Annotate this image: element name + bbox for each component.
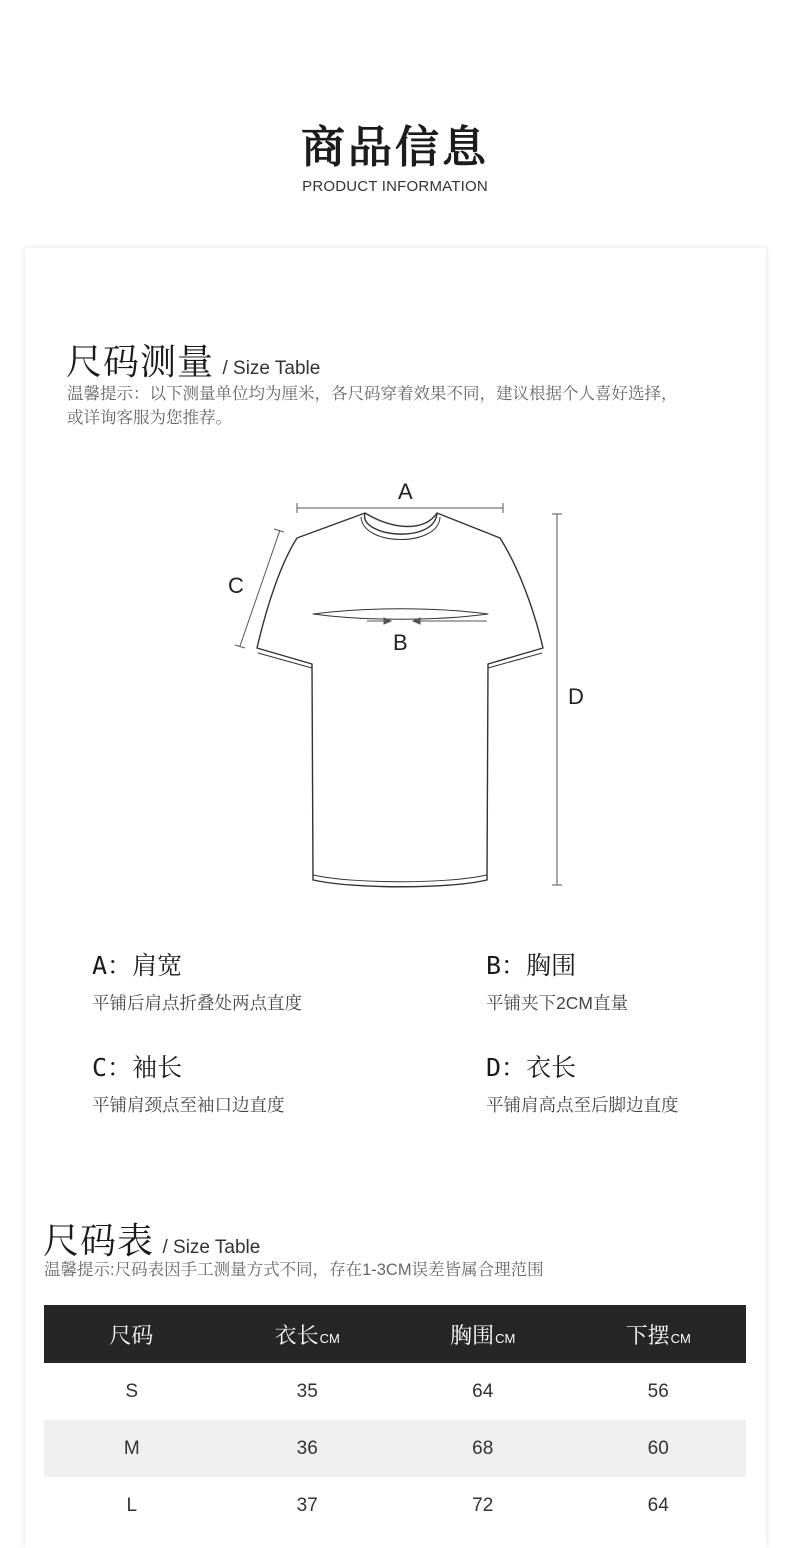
spec-key: B： xyxy=(486,951,527,980)
table-cell: 64 xyxy=(647,1494,669,1516)
table-row xyxy=(44,1420,746,1477)
measure-note xyxy=(67,382,678,430)
spec-chest xyxy=(486,946,628,1015)
table-cell: 60 xyxy=(571,1420,747,1477)
measure-note-line2: 或详询客服为您推荐。 xyxy=(67,409,232,427)
spec-label: 胸围 xyxy=(526,951,577,980)
table-cell: 72 xyxy=(472,1494,494,1516)
table-cell: 37 xyxy=(296,1494,318,1516)
size-table-header-row xyxy=(44,1305,746,1363)
page-title: 商品信息 xyxy=(301,123,489,172)
table-cell: 35 xyxy=(296,1380,318,1402)
tshirt-collar xyxy=(365,513,437,534)
spec-desc: 平铺肩颈点至袖口边直度 xyxy=(92,1095,285,1115)
size-table-title-cn: 尺码表 xyxy=(43,1220,155,1261)
label-d: D xyxy=(568,684,584,709)
table-row xyxy=(44,1363,746,1420)
size-table-title xyxy=(43,1213,260,1264)
table-cell: M xyxy=(44,1420,220,1477)
spec-label: 肩宽 xyxy=(132,951,183,980)
measure-section-title xyxy=(66,334,320,385)
spec-sleeve xyxy=(92,1048,285,1117)
table-cell: L xyxy=(126,1494,138,1516)
size-table-title-en: / Size Table xyxy=(162,1237,261,1258)
measure-title-en: / Size Table xyxy=(222,358,321,379)
spec-shoulder xyxy=(92,946,302,1015)
table-cell: 68 xyxy=(395,1420,571,1477)
col-hem: 下摆CM xyxy=(571,1305,747,1363)
spec-label: 衣长 xyxy=(526,1053,577,1082)
page-header xyxy=(0,118,790,195)
table-cell: 36 xyxy=(220,1420,396,1477)
table-row xyxy=(44,1477,746,1534)
spec-key: A： xyxy=(92,951,133,980)
measure-title-cn: 尺码测量 xyxy=(66,341,215,382)
table-cell: S xyxy=(125,1380,139,1402)
spec-length xyxy=(486,1048,679,1117)
spec-desc: 平铺夹下2CM直量 xyxy=(486,993,628,1013)
spec-key: C： xyxy=(92,1053,133,1082)
size-table-note: 温馨提示:尺码表因手工测量方式不同，存在1-3CM误差皆属合理范围 xyxy=(44,1261,544,1279)
page-subtitle: PRODUCT INFORMATION xyxy=(302,178,488,195)
spec-desc: 平铺肩高点至后脚边直度 xyxy=(486,1095,679,1115)
col-length: 衣长CM xyxy=(220,1305,396,1363)
spec-key: D： xyxy=(486,1053,527,1082)
spec-desc: 平铺后肩点折叠处两点直度 xyxy=(92,993,302,1013)
label-c: C xyxy=(228,573,244,598)
spec-label: 袖长 xyxy=(132,1053,183,1082)
measure-note-line1: 温馨提示：以下测量单位均为厘米，各尺码穿着效果不同，建议根据个人喜好选择， xyxy=(67,385,678,403)
table-cell: 64 xyxy=(472,1380,494,1402)
label-b: B xyxy=(393,630,408,655)
col-chest: 胸围CM xyxy=(395,1305,571,1363)
table-cell: 56 xyxy=(647,1380,669,1402)
tshirt-outline xyxy=(257,513,543,887)
label-a: A xyxy=(398,479,413,504)
tshirt-diagram xyxy=(225,475,595,905)
col-size: 尺码 xyxy=(44,1305,220,1363)
